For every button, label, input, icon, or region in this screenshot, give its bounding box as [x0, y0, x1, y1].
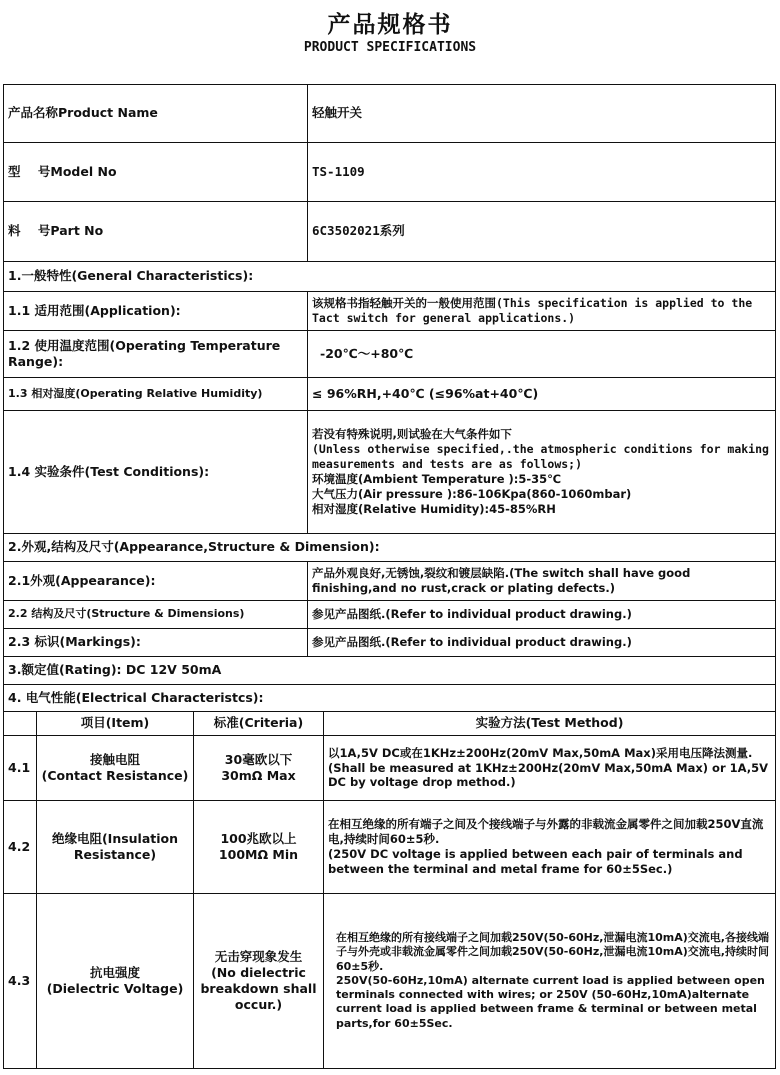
product-name-value: 轻触开关 [312, 105, 363, 121]
structure-dimensions-label: 2.2 结构及尺寸(Structure & Dimensions) [8, 607, 245, 621]
item-insulation-resistance [37, 801, 193, 893]
item-name-cn: 绝缘电阻(Insulation [51, 830, 179, 846]
application-label: 1.1 适用范围(Application): [8, 302, 181, 318]
document-title-chinese: 产品规格书 [327, 12, 453, 38]
part-no-value: 6C3502021系列 [312, 223, 405, 239]
row-number: 4.3 [8, 972, 31, 988]
criteria-insulation-resistance [194, 801, 323, 893]
item-dielectric-voltage [37, 894, 193, 1068]
test-conditions-line: 环境温度(Ambient Temperature ):5-35℃ [312, 472, 562, 486]
method-line: 250V(50-60Hz,10mA) alternate current load is applied between open terminals connected with wires; or 250V (50-60Hz,10mA)alternate current load is applied between frame & terminal or between metal parts,for 60±5Sec. [336, 973, 765, 1030]
item-name-cn: 抗电强度 [89, 964, 140, 980]
criteria-dielectric-voltage [194, 894, 323, 1068]
operating-temperature-label: 1.2 使用温度范围(Operating Temperature Range): [8, 337, 281, 369]
part-no-label: 料 号Part No [8, 223, 104, 239]
method-contact-resistance: 以1A,5V DC或在1KHz±200Hz(20mV Max,50mA Max)采用电压降法测量.(Shall be measured at 1KHz±200Hz(20mV Max,50mA Max) or 1A,5V DC by voltage drop method.) [328, 745, 769, 790]
appearance-heading: 2.外观,结构及尺寸(Appearance,Structure & Dimension): [8, 539, 380, 555]
markings-label: 2.3 标识(Markings): [8, 634, 141, 650]
electrical-heading: 4. 电气性能(Electrical Characteristcs): [8, 689, 264, 705]
method-line: 在相互绝缘的所有端子之间及个接线端子与外露的非载流金属零件之间加载250V直流电,持续时间60±5秒. [328, 817, 764, 847]
model-no-value: TS-1109 [312, 163, 365, 179]
column-header-criteria: 标准(Criteria) [213, 715, 304, 731]
markings-value: 参见产品图纸.(Refer to individual product drawing.) [312, 635, 632, 650]
criteria-line: 无击穿现象发生 [214, 948, 303, 964]
row-number: 4.1 [8, 759, 31, 775]
product-name-label: 产品名称Product Name [8, 105, 158, 121]
criteria-line: 100兆欧以上 [220, 830, 297, 846]
relative-humidity-label: 1.3 相对湿度(Operating Relative Humidity) [8, 386, 263, 400]
row-number: 4.2 [8, 838, 31, 854]
appearance-label: 2.1外观(Appearance): [8, 572, 156, 588]
method-insulation-resistance [324, 801, 775, 893]
item-name-en: Resistance) [73, 847, 157, 862]
document-title-english: PRODUCT SPECIFICATIONS [303, 40, 477, 55]
item-contact-resistance [37, 736, 193, 800]
method-line: 在相互绝缘的所有接线端子之间加载250V(50-60Hz,泄漏电流10mA)交流电,各接线端子与外壳或非载流金属零件之间加载250V(50-60Hz,泄漏电流10mA)交流电,持续时间60±5秒. [336, 930, 769, 973]
appearance-value: 产品外观良好,无锈蚀,裂纹和镀层缺陷.(The switch shall have good finishing,and no rust,crack or plating defects.) [312, 566, 691, 595]
criteria-line: (No dielectric breakdown shall occur.) [200, 964, 317, 1013]
method-line: (250V DC voltage is applied between each pair of terminals and between the terminal and metal frame for 60±5Sec.) [328, 847, 743, 876]
general-characteristics-heading: 1.一般特性(General Characteristics): [8, 268, 254, 284]
criteria-contact-resistance [194, 736, 323, 800]
item-name-en: (Contact Resistance) [41, 768, 189, 783]
model-no-label: 型 号Model No [8, 163, 117, 179]
test-conditions-line: (Unless otherwise specified,.the atmospheric conditions for making measurements and tests are as follows;) [312, 442, 769, 472]
column-header-item: 项目(Item) [80, 715, 150, 731]
relative-humidity-value: ≤ 96%RH,+40℃ (≤96%at+40℃) [312, 385, 539, 401]
test-conditions-line: 大气压力(Air pressure ):86-106Kpa(860-1060mbar) [312, 486, 632, 501]
application-value: 该规格书指轻触开关的一般使用范围(This specification is applied to the Tact switch for general applications.) [312, 296, 753, 325]
method-dielectric-voltage [324, 894, 775, 1068]
criteria-line: 30mΩ Max [221, 768, 296, 783]
criteria-line: 30毫欧以下 [224, 751, 293, 767]
rating-row: 3.额定值(Rating): DC 12V 50mA [8, 662, 222, 678]
column-header-method: 实验方法(Test Method) [475, 715, 624, 731]
item-name-cn: 接触电阻 [89, 751, 140, 767]
item-name-en: (Dielectric Voltage) [46, 981, 184, 996]
operating-temperature-value: -20℃～+80℃ [320, 345, 414, 361]
test-conditions-line: 相对湿度(Relative Humidity):45-85%RH [312, 501, 556, 516]
criteria-line: 100MΩ Min [218, 847, 299, 862]
test-conditions-value [308, 411, 775, 533]
test-conditions-label: 1.4 实验条件(Test Conditions): [8, 463, 210, 479]
test-conditions-line: 若没有特殊说明,则试验在大气条件如下 [312, 427, 512, 442]
structure-dimensions-value: 参见产品图纸.(Refer to individual product drawing.) [312, 607, 632, 622]
